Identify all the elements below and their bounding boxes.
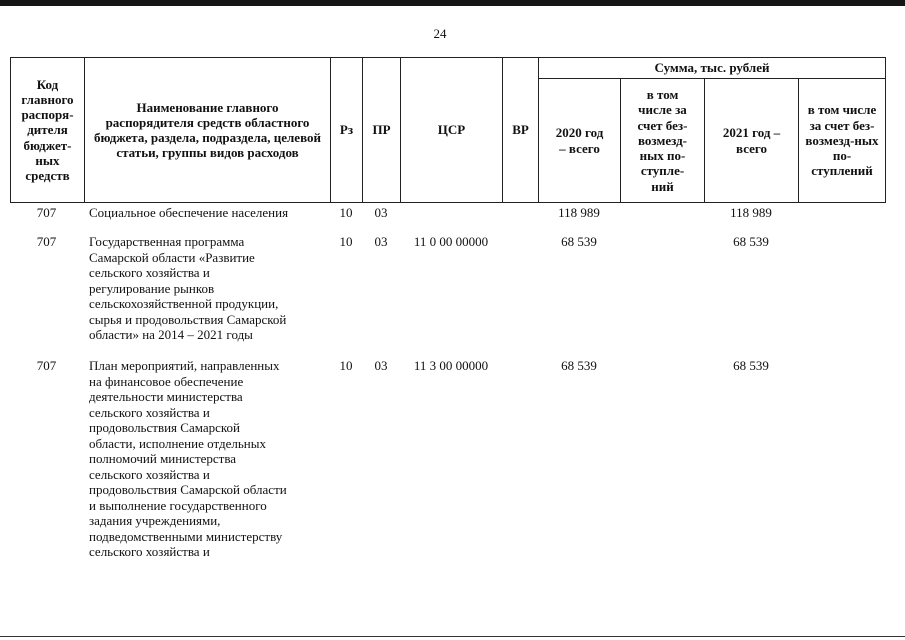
row-csr: 11 0 00 00000 [413, 234, 489, 249]
row-sum-2020: 118 989 [558, 205, 600, 220]
table-header [10, 57, 886, 203]
top-border [0, 0, 905, 6]
header-2020-free: в том числе за счет без-возмезд-ных по-ступле-ний [621, 79, 705, 203]
row-sum-2021: 118 989 [730, 205, 772, 220]
header-2020-total: 2020 год – всего [539, 79, 621, 203]
row-rz: 10 [339, 205, 353, 220]
row-code: 707 [36, 205, 57, 220]
row-pr: 03 [374, 358, 388, 373]
header-name: Наименование главного распорядителя средств областного бюджета, раздела, подраздела, целевой статьи, группы видов расходов [85, 58, 331, 203]
row-sum-2021: 68 539 [733, 234, 769, 249]
row-sum-2021: 68 539 [733, 358, 769, 373]
row-code: 707 [36, 234, 57, 249]
header-pr: ПР [363, 58, 401, 203]
row-rz: 10 [339, 234, 353, 249]
header-sum: Сумма, тыс. рублей [539, 58, 886, 79]
row-pr: 03 [374, 234, 388, 249]
header-code: Код главного распоря-дителя бюджет-ных средств [11, 58, 85, 203]
header-csr: ЦСР [401, 58, 503, 203]
header-2021-total: 2021 год – всего [705, 79, 799, 203]
page-number: 24 [433, 26, 447, 41]
row-name: План мероприятий, направленных на финансовое обеспечение деятельности министерства сельского хозяйства и продовольствия Самарской области, исполнение отдельных полномочий министерства сельского хозяйства и продовольствия Самарской области и выполнение государственного задания учреждениями, подведомственными министерству сельского хозяйства и [89, 358, 287, 559]
header-2021-free: в том числе за счет без-возмезд-ных по-ступлений [799, 79, 886, 203]
row-code: 707 [36, 358, 57, 373]
row-csr: 11 3 00 00000 [413, 358, 489, 373]
header-rz: Рз [331, 58, 363, 203]
bottom-border [0, 636, 905, 637]
row-name: Социальное обеспечение населения [89, 205, 289, 220]
row-name: Государственная программа Самарской области «Развитие сельского хозяйства и регулирование рынков сельскохозяйственной продукции, сырья и продовольствия Самарской области» на 2014 – 2021 годы [89, 234, 287, 342]
header-vr: ВР [503, 58, 539, 203]
row-rz: 10 [339, 358, 353, 373]
row-sum-2020: 68 539 [561, 234, 597, 249]
row-pr: 03 [374, 205, 388, 220]
row-sum-2020: 68 539 [561, 358, 597, 373]
